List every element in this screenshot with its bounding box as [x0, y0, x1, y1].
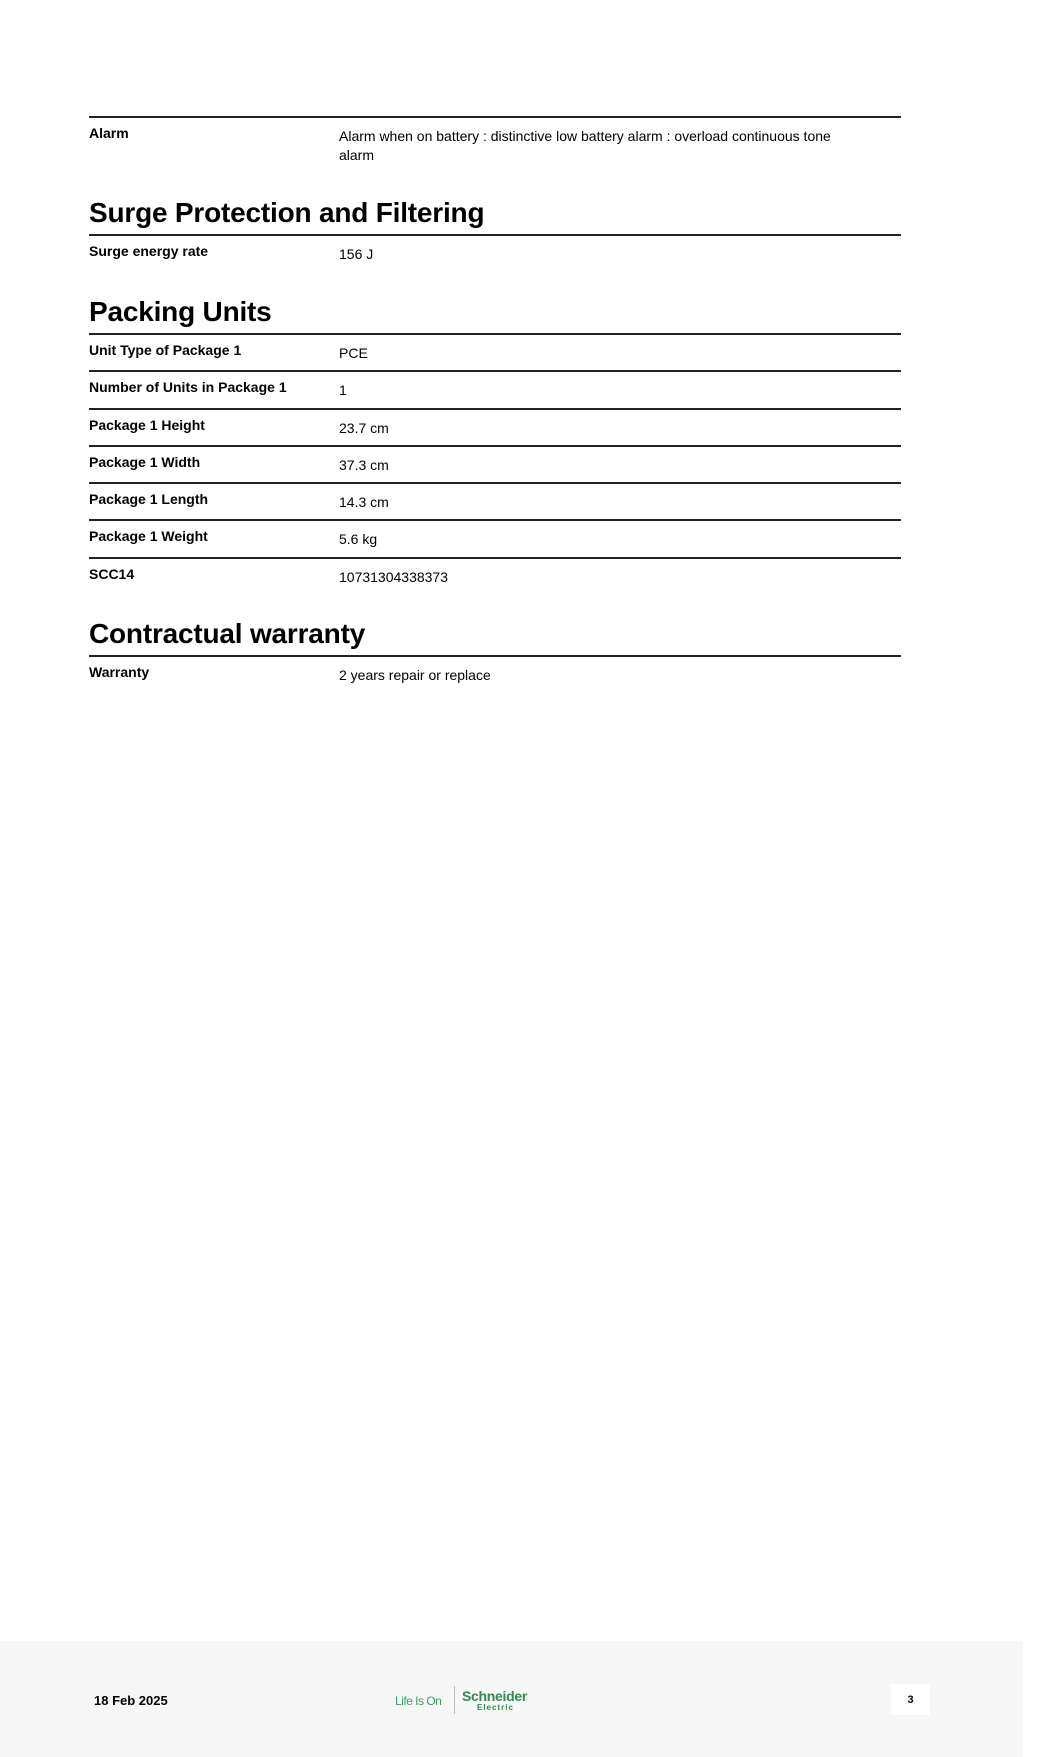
section-heading-packing-units: Packing Units [89, 296, 272, 327]
spec-label: Surge energy rate [89, 243, 209, 259]
spec-label: Package 1 Width [89, 454, 201, 470]
section-heading-surge-protection: Surge Protection and Filtering [89, 197, 485, 228]
spec-label: Number of Units in Package 1 [89, 379, 287, 395]
spec-row-package-length [89, 482, 901, 519]
spec-value: 1 [339, 382, 347, 398]
page-number: 3 [891, 1684, 930, 1715]
spec-row-package-width [89, 445, 901, 482]
spec-label: Warranty [89, 664, 150, 680]
spec-value: PCE [339, 345, 368, 361]
spec-value: 23.7 cm [339, 420, 389, 436]
spec-row-scc14 [89, 557, 901, 594]
spec-label: Unit Type of Package 1 [89, 342, 242, 358]
section-heading-contractual-warranty: Contractual warranty [89, 618, 366, 649]
logo-brand-sub: Electric [477, 1703, 514, 1712]
spec-label: Package 1 Length [89, 491, 209, 507]
spec-label: Package 1 Height [89, 417, 205, 433]
spec-label: Package 1 Weight [89, 528, 208, 544]
spec-row-alarm [89, 116, 901, 166]
schneider-electric-logo [395, 1686, 545, 1714]
spec-label: Alarm [89, 125, 129, 141]
spec-row-package-weight [89, 519, 901, 556]
spec-row-unit-type [89, 333, 901, 370]
spec-row-warranty [89, 655, 901, 687]
spec-value: 5.6 kg [339, 531, 378, 547]
spec-row-surge-energy-rate [89, 234, 901, 266]
spec-value: 10731304338373 [339, 569, 449, 585]
spec-label: SCC14 [89, 566, 135, 582]
spec-value: Alarm when on battery : distinctive low battery alarm : overload continuous tone alarm [339, 128, 831, 163]
logo-brand: Schneider [462, 1688, 527, 1704]
page-footer [0, 1641, 1023, 1757]
footer-date: 18 Feb 2025 [94, 1693, 168, 1708]
spec-value: 156 J [339, 246, 374, 262]
spec-value: 37.3 cm [339, 457, 389, 473]
spec-value: 2 years repair or replace [339, 667, 491, 683]
spec-row-number-of-units [89, 370, 901, 407]
spec-row-package-height [89, 408, 901, 445]
logo-tagline: Life Is On [395, 1694, 442, 1708]
logo-separator [454, 1686, 455, 1714]
spec-value: 14.3 cm [339, 494, 389, 510]
